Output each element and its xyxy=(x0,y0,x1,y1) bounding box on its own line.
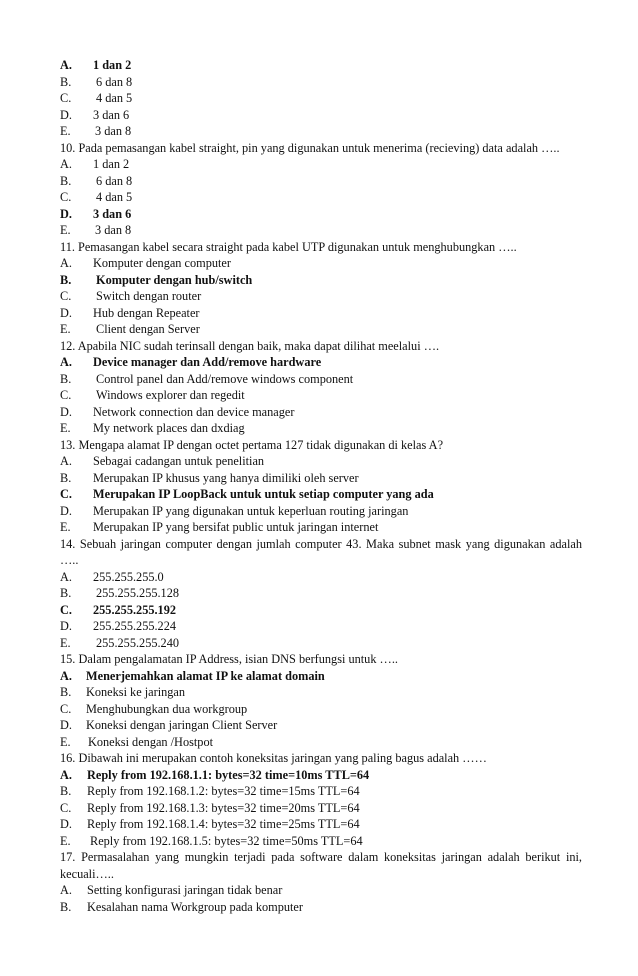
option-text: Reply from 192.168.1.5: bytes=32 time=50ms TTL=64 xyxy=(90,833,363,848)
question-number: 17. xyxy=(60,850,76,864)
option-c xyxy=(60,288,582,305)
option-c xyxy=(60,387,582,404)
option-letter: A. xyxy=(60,355,72,369)
question-17 xyxy=(60,849,582,915)
option-a xyxy=(60,767,582,784)
option-a xyxy=(60,882,582,899)
option-text: Sebagai cadangan untuk penelitian xyxy=(93,454,265,468)
question-number: 15. xyxy=(60,652,76,666)
option-text: Menghubungkan dua workgroup xyxy=(86,701,248,716)
option-letter: C. xyxy=(60,289,72,303)
option-text: 3 dan 6 xyxy=(93,107,130,122)
question-14 xyxy=(60,536,582,652)
question-list xyxy=(60,57,582,915)
option-letter: B. xyxy=(60,899,72,914)
option-letter: B. xyxy=(60,173,72,188)
option-letter: E. xyxy=(60,223,71,237)
option-text: 1 dan 2 xyxy=(93,58,132,72)
questions xyxy=(60,140,582,916)
option-e xyxy=(60,519,582,536)
option-letter: E. xyxy=(60,421,71,435)
option-a xyxy=(60,354,582,371)
question-body: Apabila NIC sudah terinsall dengan baik, maka dapat dilihat meelalui …. xyxy=(77,338,440,353)
question-number: 14. xyxy=(60,536,76,551)
option-c xyxy=(60,602,582,619)
option-text: Komputer dengan hub/switch xyxy=(96,272,253,287)
option-text: Setting konfigurasi jaringan tidak benar xyxy=(87,883,283,897)
option-a xyxy=(60,156,582,173)
option-letter: D. xyxy=(60,404,72,419)
option-letter: B. xyxy=(60,784,72,798)
option-text: 1 dan 2 xyxy=(93,157,130,171)
option-letter: C. xyxy=(60,487,72,501)
option-text: Koneksi ke jaringan xyxy=(86,685,186,699)
option-text: 3 dan 8 xyxy=(95,124,132,138)
option-text: 6 dan 8 xyxy=(96,74,133,89)
option-e xyxy=(60,321,582,338)
option-letter: D. xyxy=(60,619,72,633)
option-letter: A. xyxy=(60,256,72,270)
previous-question-options xyxy=(60,57,582,140)
question-text xyxy=(60,140,582,157)
option-text: My network places dan dxdiag xyxy=(93,421,245,435)
question-text xyxy=(60,750,582,767)
option-text: Hub dengan Repeater xyxy=(93,305,200,320)
option-a xyxy=(60,668,582,685)
option-text: Komputer dengan computer xyxy=(93,256,231,270)
option-letter: E. xyxy=(60,520,71,534)
option-a xyxy=(60,453,582,470)
question-number: 11. xyxy=(60,239,75,254)
question-body: Pemasangan kabel secara straight pada kabel UTP digunakan untuk menghubungkan ….. xyxy=(78,239,517,254)
option-text: Device manager dan Add/remove hardware xyxy=(93,355,322,369)
option-e xyxy=(60,123,582,140)
option-letter: E. xyxy=(60,833,71,848)
option-d xyxy=(60,717,582,734)
option-letter: B. xyxy=(60,272,72,287)
question-number: 16. xyxy=(60,751,76,765)
option-text: 4 dan 5 xyxy=(96,190,133,204)
question-body: Permasalahan yang mungkin terjadi pada software dalam koneksitas jaringan adalah berikut ini, kecuali….. xyxy=(60,850,582,881)
option-letter: C. xyxy=(60,800,72,815)
question-body: Mengapa alamat IP dengan octet pertama 127 tidak digunakan di kelas A? xyxy=(78,437,444,452)
option-text: Menerjemahkan alamat IP ke alamat domain xyxy=(86,668,325,683)
option-text: Koneksi dengan jaringan Client Server xyxy=(86,718,278,732)
option-letter: A. xyxy=(60,157,72,171)
option-b xyxy=(60,272,582,289)
option-letter: A. xyxy=(60,767,72,782)
option-letter: C. xyxy=(60,388,72,402)
option-b xyxy=(60,783,582,800)
question-text xyxy=(60,338,582,355)
option-a xyxy=(60,569,582,586)
option-letter: E. xyxy=(60,635,71,650)
option-letter: D. xyxy=(60,817,72,831)
option-text: Merupakan IP yang bersifat public untuk jaringan internet xyxy=(93,520,379,534)
option-text: Reply from 192.168.1.4: bytes=32 time=25ms TTL=64 xyxy=(87,817,360,831)
option-letter: B. xyxy=(60,685,72,699)
option-e xyxy=(60,635,582,652)
question-number: 12. xyxy=(60,338,76,353)
option-letter: B. xyxy=(60,74,72,89)
option-letter: A. xyxy=(60,883,72,897)
option-a xyxy=(60,255,582,272)
option-b xyxy=(60,173,582,190)
option-text: Reply from 192.168.1.1: bytes=32 time=10ms TTL=64 xyxy=(87,767,370,782)
option-text: Windows explorer dan regedit xyxy=(96,388,245,402)
question-text xyxy=(60,536,582,569)
option-letter: C. xyxy=(60,91,72,105)
option-text: 6 dan 8 xyxy=(96,173,133,188)
question-body: Dalam pengalamatan IP Address, isian DNS berfungsi untuk ….. xyxy=(78,652,399,666)
option-b xyxy=(60,470,582,487)
option-e xyxy=(60,833,582,850)
option-b xyxy=(60,74,582,91)
question-text xyxy=(60,437,582,454)
question-12 xyxy=(60,338,582,437)
question-text xyxy=(60,239,582,256)
option-letter: A. xyxy=(60,569,72,584)
option-c xyxy=(60,701,582,718)
option-c xyxy=(60,90,582,107)
option-d xyxy=(60,305,582,322)
option-b xyxy=(60,371,582,388)
option-d xyxy=(60,206,582,223)
option-text: 3 dan 6 xyxy=(93,206,132,221)
option-text: Merupakan IP yang digunakan untuk keperluan routing jaringan xyxy=(93,503,409,518)
option-text: Control panel dan Add/remove windows component xyxy=(96,371,354,386)
option-d xyxy=(60,618,582,635)
option-text: Koneksi dengan /Hostpot xyxy=(88,734,214,749)
option-letter: D. xyxy=(60,503,72,518)
question-16 xyxy=(60,750,582,849)
option-letter: D. xyxy=(60,718,72,732)
option-text: 255.255.255.192 xyxy=(93,602,177,617)
option-letter: A. xyxy=(60,58,72,72)
option-letter: E. xyxy=(60,734,71,749)
question-text xyxy=(60,849,582,882)
option-d xyxy=(60,404,582,421)
option-b xyxy=(60,684,582,701)
question-13 xyxy=(60,437,582,536)
option-letter: E. xyxy=(60,322,71,336)
question-body: Sebuah jaringan computer dengan jumlah computer 43. Maka subnet mask yang digunakan adalah ….. xyxy=(60,536,583,567)
option-letter: A. xyxy=(60,668,72,683)
option-letter: D. xyxy=(60,107,72,122)
option-c xyxy=(60,800,582,817)
question-body: Dibawah ini merupakan contoh koneksitas jaringan yang paling bagus adalah …… xyxy=(78,751,487,765)
option-letter: C. xyxy=(60,190,72,204)
option-letter: C. xyxy=(60,602,72,617)
option-d xyxy=(60,107,582,124)
question-11 xyxy=(60,239,582,338)
option-text: 255.255.255.0 xyxy=(93,569,164,584)
option-letter: D. xyxy=(60,305,72,320)
option-text: 255.255.255.128 xyxy=(96,586,180,600)
question-10 xyxy=(60,140,582,239)
option-text: Client dengan Server xyxy=(96,322,200,336)
option-text: Kesalahan nama Workgroup pada komputer xyxy=(87,899,303,914)
option-text: Merupakan IP LoopBack untuk untuk setiap computer yang ada xyxy=(93,487,434,501)
option-e xyxy=(60,420,582,437)
option-d xyxy=(60,816,582,833)
question-15 xyxy=(60,651,582,750)
option-text: Network connection dan device manager xyxy=(93,404,295,419)
option-letter: C. xyxy=(60,701,72,716)
option-d xyxy=(60,503,582,520)
option-letter: B. xyxy=(60,371,72,386)
option-text: Merupakan IP khusus yang hanya dimiliki oleh server xyxy=(93,470,359,485)
option-text: 4 dan 5 xyxy=(96,91,133,105)
option-c xyxy=(60,486,582,503)
option-letter: B. xyxy=(60,586,72,600)
question-body: Pada pemasangan kabel straight, pin yang digunakan untuk menerima (recieving) data adalah ….. xyxy=(78,140,560,155)
question-number: 10. xyxy=(60,140,76,155)
option-text: 255.255.255.240 xyxy=(96,635,180,650)
option-text: 255.255.255.224 xyxy=(93,619,177,633)
option-letter: B. xyxy=(60,470,72,485)
option-text: 3 dan 8 xyxy=(95,223,132,237)
option-e xyxy=(60,734,582,751)
option-b xyxy=(60,899,582,916)
option-text: Reply from 192.168.1.2: bytes=32 time=15ms TTL=64 xyxy=(87,784,360,798)
question-number: 13. xyxy=(60,437,76,452)
option-e xyxy=(60,222,582,239)
option-letter: D. xyxy=(60,206,72,221)
option-text: Reply from 192.168.1.3: bytes=32 time=20ms TTL=64 xyxy=(87,800,360,815)
option-a xyxy=(60,57,582,74)
option-letter: E. xyxy=(60,124,71,138)
option-letter: A. xyxy=(60,454,72,468)
question-text xyxy=(60,651,582,668)
option-c xyxy=(60,189,582,206)
option-b xyxy=(60,585,582,602)
option-text: Switch dengan router xyxy=(96,289,202,303)
